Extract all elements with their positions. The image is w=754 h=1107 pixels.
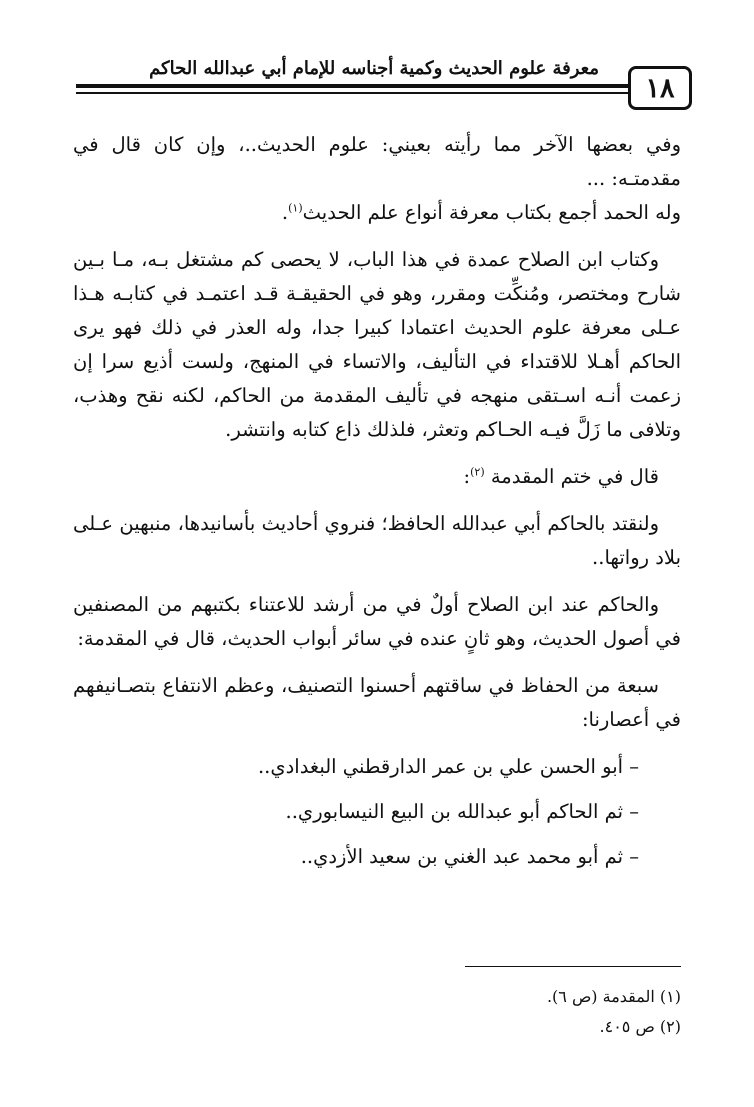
paragraph-3: [73, 460, 681, 494]
paragraph-1-line-2: وله الحمد أجمع بكتاب معرفة أنواع علم الحديث: [302, 201, 681, 224]
page-number: ١٨: [645, 72, 675, 104]
page-number-box: [628, 66, 692, 110]
footnote-ref-2[interactable]: (٢): [470, 465, 485, 479]
list-item: – ثم أبو محمد عبد الغني بن سعيد الأزدي..: [300, 845, 639, 868]
paragraph-2: وكتاب ابن الصلاح عمدة في هذا الباب، لا يحصى كم مشتغل بـه، مـا بـين شارح ومختصر، ومُنكِّت ومقرر، وهو في الحقيقـة قـد اعتمـد في كتابـه هـذا عـلى معرفة علوم الحديث اعتمادا كبيرا جدا، وله العذر في ذلك فهو يرى الحاكم أهـلا للاقتداء في التأليف، والاتساء في المنهج، ولست أذيع سرا إن زعمت أنـه اسـتقى منهجه في تأليف المقدمة من الحاكم، لكنه نقح وهذب، وتلافى ما زَلَّ فيـه الحـاكم وتعثر، فلذلك ذاع كتابه وانتشر.: [73, 248, 681, 441]
footnote-1: (١) المقدمة (ص ٦).: [546, 987, 681, 1006]
footnote-2: (٢) ص ٤٠٥.: [599, 1017, 681, 1036]
list-item: – ثم الحاكم أبو عبدالله بن البيع النيسابوري..: [285, 800, 639, 823]
paragraph-6: سبعة من الحفاظ في ساقتهم أحسنوا التصنيف، وعظم الانتفاع بتصـانيفهم في أعصارنا:: [73, 674, 681, 731]
header-rule-thin: [76, 92, 630, 94]
scholar-list: [73, 750, 681, 874]
footnotes: [73, 982, 681, 1042]
main-text: [73, 128, 681, 885]
paragraph-1: [73, 128, 681, 230]
list-item: – أبو الحسن علي بن عمر الدارقطني البغدادي..: [257, 755, 639, 778]
paragraph-3-end: :: [463, 465, 471, 488]
running-title: معرفة علوم الحديث وكمية أجناسه للإمام أبي عبدالله الحاكم: [149, 58, 599, 79]
footnote-ref-1[interactable]: (١): [288, 201, 303, 215]
paragraph-1-end: .: [281, 201, 289, 224]
footnote-separator: [465, 966, 681, 967]
paragraph-5: والحاكم عند ابن الصلاح أولٌ في من أرشد للاعتناء بكتبهم من المصنفين في أصول الحديث، وهو ثانٍ عنده في سائر أبواب الحديث، قال في المقدمة:: [73, 593, 681, 650]
header-rule-thick: [76, 84, 630, 88]
paragraph-1-line-1: وفي بعضها الآخر مما رأيته بعيني: علوم الحديث..، وإن كان قال في مقدمتـه: ...: [73, 133, 681, 190]
paragraph-4: ولنقتد بالحاكم أبي عبدالله الحافظ؛ فنروي أحاديث بأسانيدها، منبهين عـلى بلاد رواتها..: [73, 512, 681, 569]
paragraph-3-text: قال في ختم المقدمة: [490, 465, 659, 488]
